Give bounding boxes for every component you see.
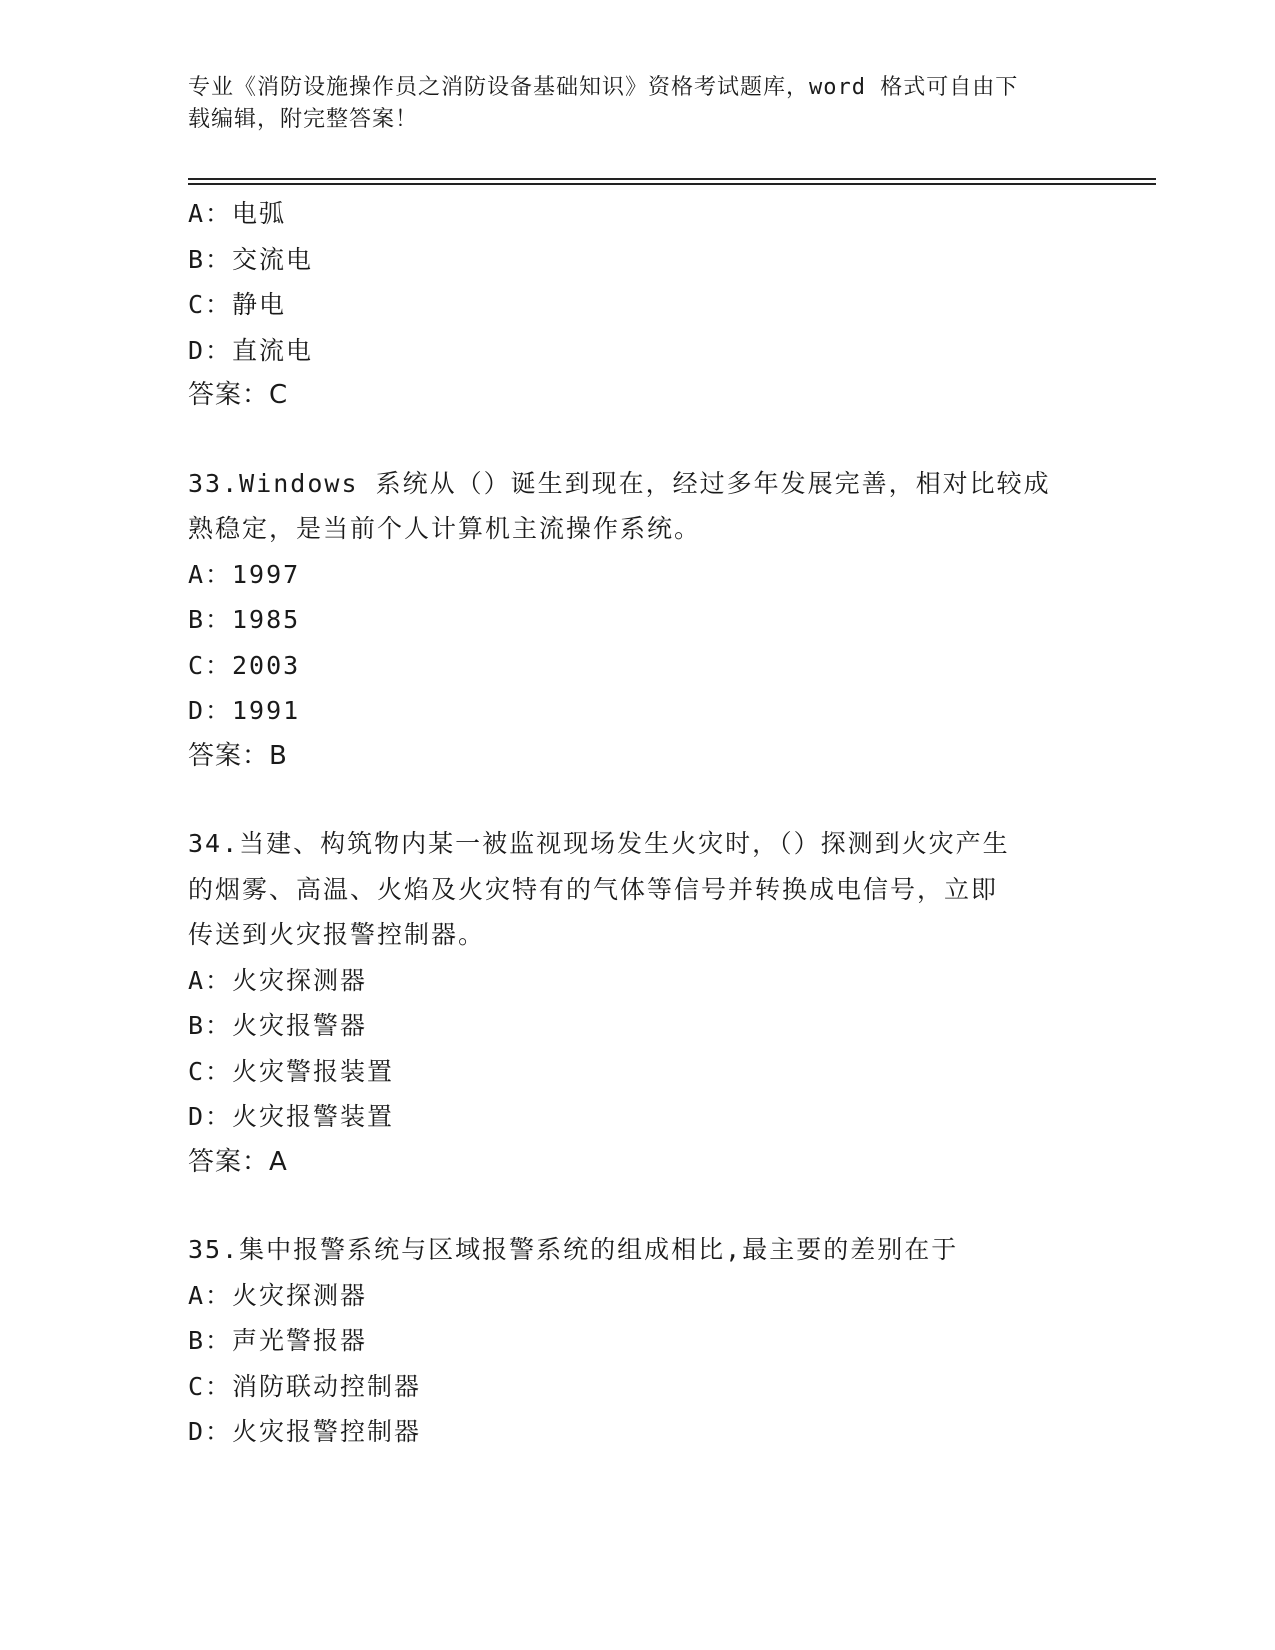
option-a: A：火灾探测器 xyxy=(188,965,368,995)
option-d: D：1991 xyxy=(188,696,301,725)
question-32-continuation xyxy=(188,191,1088,419)
question-text-line: 熟稳定，是当前个人计算机主流操作系统。 xyxy=(188,514,702,543)
answer-line: 答案：B xyxy=(188,740,288,771)
option-a: A：1997 xyxy=(188,559,301,589)
option-b: B：火灾报警器 xyxy=(188,1011,368,1040)
header-line-2: 载编辑，附完整答案！ xyxy=(188,107,419,132)
option-a: A：电弧 xyxy=(188,199,287,228)
answer-line: 答案：C xyxy=(188,380,289,410)
option-d: D：火灾报警控制器 xyxy=(188,1417,422,1446)
option-d: D：火灾报警装置 xyxy=(188,1102,395,1131)
question-35 xyxy=(188,1227,1088,1455)
option-b: B：交流电 xyxy=(188,244,314,274)
option-c: C：火灾警报装置 xyxy=(188,1056,395,1086)
question-text-line: 35.集中报警系统与区域报警系统的组成相比,最主要的差别在于 xyxy=(188,1235,959,1264)
question-34 xyxy=(188,821,1088,1185)
question-text-line: 34.当建、构筑物内某一被监视现场发生火灾时，（）探测到火灾产生 xyxy=(188,829,1010,858)
document-header xyxy=(188,72,1068,136)
question-list xyxy=(188,191,1088,1497)
option-c: C：消防联动控制器 xyxy=(188,1371,422,1401)
question-text-line: 传送到火灾报警控制器。 xyxy=(188,920,486,949)
header-divider-bottom xyxy=(188,183,1156,185)
header-divider-top xyxy=(188,178,1156,180)
option-b: B：声光警报器 xyxy=(188,1326,368,1355)
header-line-1: 专业《消防设施操作员之消防设备基础知识》资格考试题库，word 格式可自由下 xyxy=(188,75,1019,100)
question-33 xyxy=(188,461,1088,780)
option-c: C：2003 xyxy=(188,650,301,680)
answer-line: 答案：A xyxy=(188,1146,288,1177)
question-text-line: 33.Windows 系统从（）诞生到现在，经过多年发展完善，相对比较成 xyxy=(188,468,1051,498)
option-c: C：静电 xyxy=(188,290,287,319)
option-d: D：直流电 xyxy=(188,335,314,365)
question-text-line: 的烟雾、高温、火焰及火灾特有的气体等信号并转换成电信号，立即 xyxy=(188,874,999,904)
option-a: A：火灾探测器 xyxy=(188,1280,368,1310)
option-b: B：1985 xyxy=(188,605,301,634)
